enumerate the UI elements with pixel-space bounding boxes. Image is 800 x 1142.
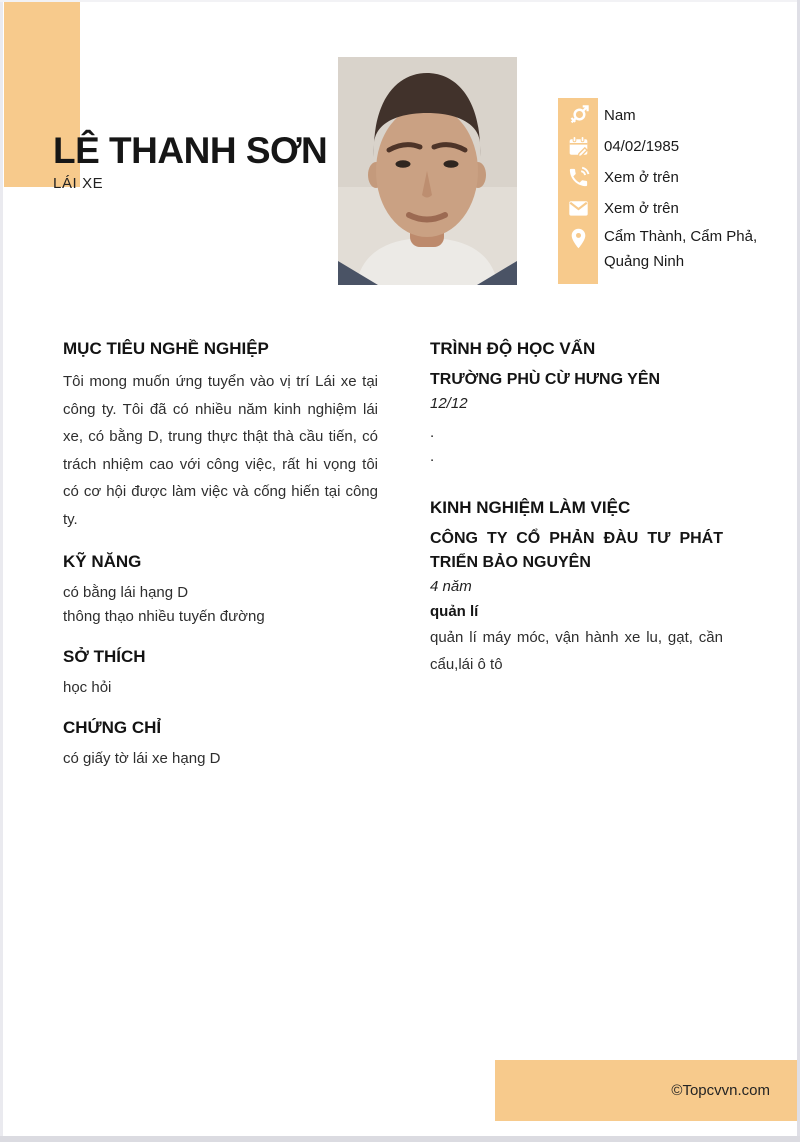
- contact-value: Nam: [604, 107, 636, 124]
- school-name: TRƯỜNG PHÙ CỪ HƯNG YÊN: [430, 371, 661, 389]
- skill-item: có bằng lái hạng D: [63, 583, 189, 601]
- page-edge-bottom: [0, 1136, 800, 1142]
- contact-value: Xem ở trên: [604, 200, 679, 217]
- section-heading: KỸ NĂNG: [63, 551, 142, 571]
- section-heading: KINH NGHIỆM LÀM VIỆC: [430, 497, 631, 517]
- profile-photo: [338, 57, 517, 285]
- section-certificates: [63, 717, 378, 771]
- section-experience: [430, 497, 723, 678]
- objective-text: Tôi mong muốn ứng tuyển vào vị trí Lái xe tại công ty. Tôi đã có nhiều năm kinh nghiệm lái xe, có bằng D, trung thực thật thà cầu tiến, có trách nhiệm cao với công việc, rất hi vọng tôi có cơ hội được làm việc và cống hiến tại công ty.: [63, 373, 378, 529]
- company-name: CÔNG TY CỔ PHẢN ĐÀU TƯ PHÁT TRIỂN BẢO NGUYÊN: [430, 529, 723, 571]
- education-extra-line: .: [430, 448, 435, 466]
- section-education: [430, 338, 723, 470]
- calendar-icon: [558, 135, 598, 158]
- gender-icon: [558, 104, 598, 127]
- section-heading: CHỨNG CHỈ: [63, 717, 162, 737]
- section-objective: [63, 338, 378, 534]
- right-column: [430, 338, 723, 695]
- section-heading: MỤC TIÊU NGHỀ NGHIỆP: [63, 339, 269, 358]
- page-edge-top: [0, 0, 800, 2]
- contact-row-address: [558, 224, 786, 274]
- contact-row-birthday: [558, 131, 786, 162]
- section-heading: SỞ THÍCH: [63, 646, 146, 666]
- contact-value: Cẩm Thành, Cẩm Phả, Quảng Ninh: [604, 228, 758, 270]
- page-edge-left: [0, 0, 3, 1142]
- location-icon: [558, 227, 598, 250]
- email-icon: [558, 197, 598, 220]
- footer-credit: ©Topcvvn.com: [671, 1082, 770, 1099]
- portrait-illustration: [338, 57, 517, 285]
- hobby-item: học hỏi: [63, 678, 112, 696]
- header: [53, 129, 353, 192]
- job-title: LÁI XE: [53, 175, 104, 192]
- contact-row-email: [558, 193, 786, 224]
- experience-duration: 4 năm: [430, 577, 472, 595]
- education-extra-line: .: [430, 423, 435, 441]
- skill-item: thông thạo nhiều tuyến đường: [63, 607, 265, 625]
- section-hobbies: [63, 646, 378, 700]
- section-skills: [63, 551, 378, 629]
- phone-icon: [558, 166, 598, 189]
- experience-description: quản lí máy móc, vận hành xe lu, gạt, cần cẩu,lái ô tô: [430, 628, 723, 673]
- certificate-item: có giấy tờ lái xe hạng D: [63, 749, 221, 767]
- contact-value: Xem ở trên: [604, 169, 679, 186]
- section-heading: TRÌNH ĐỘ HỌC VẤN: [430, 339, 596, 358]
- footer-bar: [495, 1060, 797, 1121]
- left-column: [63, 338, 378, 788]
- contact-row-phone: [558, 162, 786, 193]
- contact-list: [558, 100, 786, 274]
- contact-row-gender: [558, 100, 786, 131]
- experience-role: quản lí: [430, 602, 479, 620]
- education-detail: 12/12: [430, 395, 468, 413]
- contact-value: 04/02/1985: [604, 138, 680, 155]
- candidate-name: LÊ THANH SƠN: [53, 130, 328, 171]
